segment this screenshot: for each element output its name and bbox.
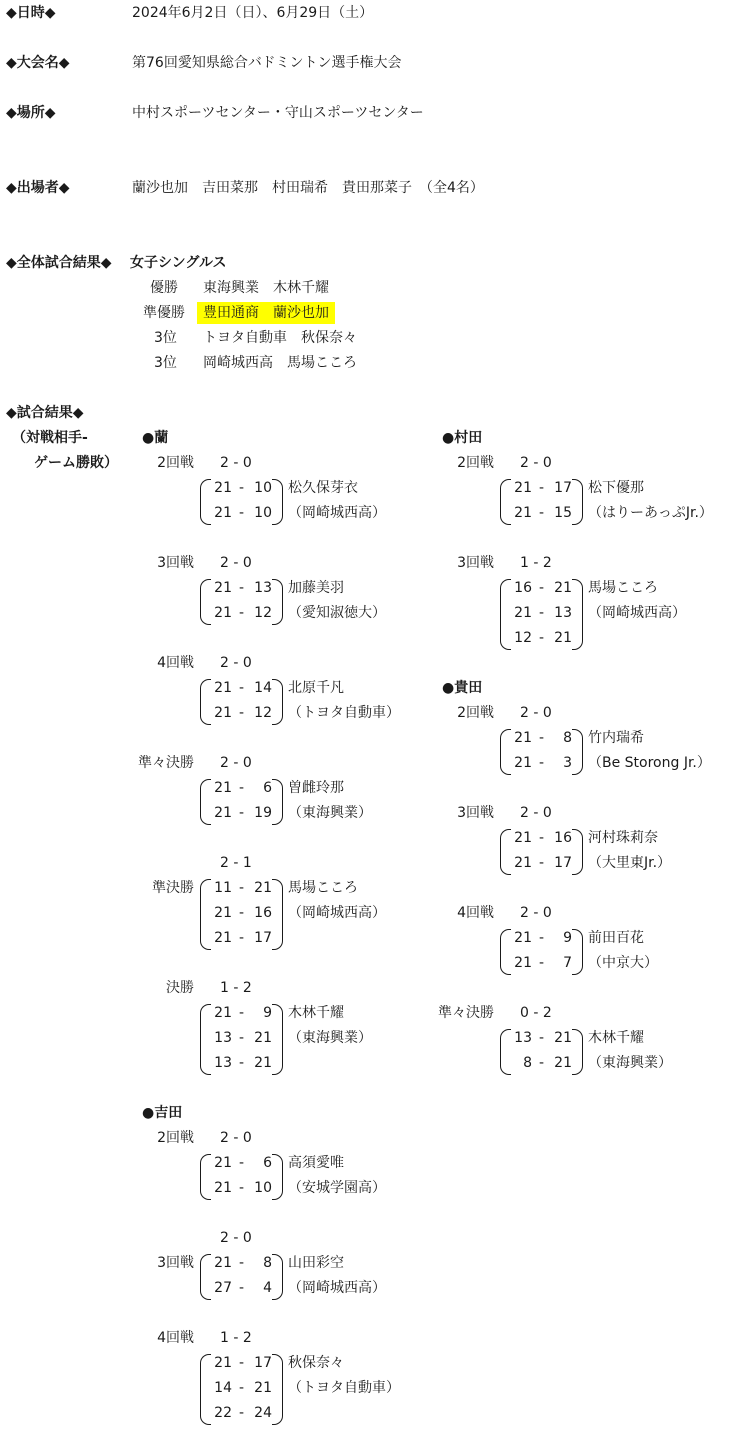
game-score: 9 bbox=[263, 1005, 272, 1021]
game-score: 8 bbox=[523, 1055, 532, 1071]
player-name: ●蘭 bbox=[142, 430, 169, 446]
score-dash: - bbox=[239, 880, 245, 896]
game-score: 21 bbox=[254, 1030, 272, 1046]
match-score: 0 - 2 bbox=[520, 1005, 552, 1021]
opponent-name: 木林千耀 bbox=[288, 1005, 344, 1021]
game-score: 7 bbox=[563, 955, 572, 971]
score-dash: - bbox=[239, 805, 245, 821]
right-bracket bbox=[272, 479, 283, 525]
right-bracket bbox=[272, 679, 283, 725]
score-dash: - bbox=[239, 1030, 245, 1046]
score-dash: - bbox=[539, 730, 545, 746]
round-label: 4回戦 bbox=[457, 905, 494, 921]
player-name: ●貴田 bbox=[442, 680, 483, 696]
overall-category: 女子シングルス bbox=[130, 255, 227, 271]
round-label: 3回戦 bbox=[157, 555, 194, 571]
game-score: 21 bbox=[214, 1255, 232, 1271]
opponent-team: （大里東Jr.） bbox=[588, 855, 672, 871]
match-score: 2 - 0 bbox=[520, 805, 552, 821]
score-dash: - bbox=[539, 1055, 545, 1071]
match-score: 2 - 0 bbox=[220, 755, 252, 771]
score-dash: - bbox=[539, 505, 545, 521]
score-dash: - bbox=[239, 905, 245, 921]
game-score: 8 bbox=[263, 1255, 272, 1271]
round-label: 2回戦 bbox=[457, 705, 494, 721]
game-score: 21 bbox=[214, 1005, 232, 1021]
opponent-name: 松下優那 bbox=[588, 480, 644, 496]
overall-rank: 優勝 bbox=[150, 280, 178, 296]
game-score: 21 bbox=[554, 630, 572, 646]
game-score: 24 bbox=[254, 1405, 272, 1421]
score-dash: - bbox=[239, 480, 245, 496]
game-score: 21 bbox=[514, 730, 532, 746]
right-bracket bbox=[272, 1004, 283, 1075]
game-score: 13 bbox=[214, 1055, 232, 1071]
game-score: 21 bbox=[254, 1380, 272, 1396]
opponent-name: 秋保奈々 bbox=[288, 1355, 344, 1371]
results-label: ◆試合結果◆ bbox=[6, 405, 84, 421]
overall-name: 岡崎城西高 馬場こころ bbox=[203, 355, 357, 371]
opponent-name: 馬場こころ bbox=[588, 580, 658, 596]
date-label: ◆日時◆ bbox=[6, 5, 56, 21]
game-score: 21 bbox=[554, 1055, 572, 1071]
score-dash: - bbox=[239, 1405, 245, 1421]
game-score: 21 bbox=[554, 580, 572, 596]
game-score: 16 bbox=[254, 905, 272, 921]
game-score: 22 bbox=[214, 1405, 232, 1421]
opponent-team: （安城学園高） bbox=[288, 1180, 386, 1196]
opponent-name: 曽雌玲那 bbox=[288, 780, 344, 796]
match-score: 1 - 2 bbox=[220, 1330, 252, 1346]
opponent-name: 河村珠莉奈 bbox=[588, 830, 658, 846]
game-score: 21 bbox=[214, 580, 232, 596]
right-bracket bbox=[272, 1154, 283, 1200]
opponent-name: 加藤美羽 bbox=[288, 580, 344, 596]
game-score: 17 bbox=[554, 855, 572, 871]
opponent-team: （トヨタ自動車） bbox=[288, 1380, 400, 1396]
game-score: 13 bbox=[214, 1030, 232, 1046]
match-score: 1 - 2 bbox=[220, 980, 252, 996]
match-score: 2 - 0 bbox=[220, 1230, 252, 1246]
round-label: 準々決勝 bbox=[138, 755, 194, 771]
score-dash: - bbox=[539, 955, 545, 971]
game-score: 21 bbox=[214, 905, 232, 921]
opponent-name: 竹内瑞希 bbox=[588, 730, 644, 746]
right-bracket bbox=[572, 729, 583, 775]
game-score: 10 bbox=[254, 480, 272, 496]
score-dash: - bbox=[239, 1180, 245, 1196]
game-score: 21 bbox=[514, 505, 532, 521]
game-score: 4 bbox=[263, 1280, 272, 1296]
event-value: 第76回愛知県総合バドミントン選手権大会 bbox=[132, 55, 402, 71]
event-label: ◆大会名◆ bbox=[6, 55, 70, 71]
game-score: 13 bbox=[514, 1030, 532, 1046]
overall-name-highlighted: 豊田通商 蘭沙也加 bbox=[197, 302, 335, 324]
score-dash: - bbox=[239, 1255, 245, 1271]
opponent-name: 北原千凡 bbox=[288, 680, 344, 696]
game-score: 21 bbox=[214, 605, 232, 621]
match-score: 2 - 0 bbox=[220, 455, 252, 471]
score-dash: - bbox=[239, 1155, 245, 1171]
right-bracket bbox=[572, 479, 583, 525]
venue-value: 中村スポーツセンター・守山スポーツセンター bbox=[132, 105, 424, 121]
score-dash: - bbox=[239, 505, 245, 521]
score-dash: - bbox=[539, 830, 545, 846]
match-score: 2 - 0 bbox=[520, 905, 552, 921]
results-note: ゲーム勝敗） bbox=[34, 455, 118, 471]
opponent-team: （はりーあっぷJr.） bbox=[588, 505, 713, 521]
opponent-team: （Be Storong Jr.） bbox=[588, 755, 711, 771]
game-score: 12 bbox=[254, 605, 272, 621]
round-label: 準決勝 bbox=[152, 880, 194, 896]
right-bracket bbox=[572, 1029, 583, 1075]
game-score: 17 bbox=[254, 1355, 272, 1371]
overall-label: ◆全体試合結果◆ bbox=[6, 255, 112, 271]
game-score: 16 bbox=[554, 830, 572, 846]
overall-rank: 3位 bbox=[154, 355, 177, 371]
game-score: 12 bbox=[514, 630, 532, 646]
game-score: 14 bbox=[214, 1380, 232, 1396]
opponent-team: （東海興業） bbox=[288, 1030, 372, 1046]
game-score: 17 bbox=[254, 930, 272, 946]
right-bracket bbox=[572, 579, 583, 650]
match-score: 2 - 0 bbox=[520, 455, 552, 471]
game-score: 14 bbox=[254, 680, 272, 696]
right-bracket bbox=[572, 829, 583, 875]
score-dash: - bbox=[539, 630, 545, 646]
round-label: 3回戦 bbox=[157, 1255, 194, 1271]
opponent-team: （岡崎城西高） bbox=[588, 605, 686, 621]
game-score: 21 bbox=[214, 1155, 232, 1171]
score-dash: - bbox=[239, 680, 245, 696]
right-bracket bbox=[272, 1254, 283, 1300]
round-label: 4回戦 bbox=[157, 655, 194, 671]
venue-label: ◆場所◆ bbox=[6, 105, 56, 121]
game-score: 10 bbox=[254, 1180, 272, 1196]
game-score: 21 bbox=[214, 480, 232, 496]
player-name: ●吉田 bbox=[142, 1105, 183, 1121]
game-score: 21 bbox=[514, 480, 532, 496]
game-score: 17 bbox=[554, 480, 572, 496]
score-dash: - bbox=[239, 1380, 245, 1396]
opponent-team: （愛知淑徳大） bbox=[288, 605, 386, 621]
right-bracket bbox=[272, 1354, 283, 1425]
round-label: 2回戦 bbox=[157, 455, 194, 471]
round-label: 2回戦 bbox=[157, 1130, 194, 1146]
match-score: 2 - 0 bbox=[520, 705, 552, 721]
opponent-team: （岡崎城西高） bbox=[288, 905, 386, 921]
score-dash: - bbox=[539, 605, 545, 621]
opponent-name: 木林千耀 bbox=[588, 1030, 644, 1046]
game-score: 21 bbox=[514, 855, 532, 871]
opponent-team: （東海興業） bbox=[288, 805, 372, 821]
game-score: 19 bbox=[254, 805, 272, 821]
players-label: ◆出場者◆ bbox=[6, 180, 70, 196]
game-score: 21 bbox=[254, 880, 272, 896]
match-score: 2 - 0 bbox=[220, 655, 252, 671]
game-score: 10 bbox=[254, 505, 272, 521]
overall-name: 東海興業 木林千耀 bbox=[203, 280, 329, 296]
score-dash: - bbox=[239, 1280, 245, 1296]
game-score: 21 bbox=[214, 680, 232, 696]
round-label: 決勝 bbox=[166, 980, 194, 996]
score-dash: - bbox=[239, 605, 245, 621]
game-score: 21 bbox=[214, 1180, 232, 1196]
game-score: 8 bbox=[563, 730, 572, 746]
score-dash: - bbox=[539, 930, 545, 946]
round-label: 2回戦 bbox=[457, 455, 494, 471]
opponent-name: 前田百花 bbox=[588, 930, 644, 946]
overall-rank: 準優勝 bbox=[143, 305, 185, 321]
score-dash: - bbox=[539, 855, 545, 871]
game-score: 13 bbox=[254, 580, 272, 596]
player-name: ●村田 bbox=[442, 430, 483, 446]
game-score: 21 bbox=[214, 780, 232, 796]
game-score: 21 bbox=[514, 755, 532, 771]
game-score: 21 bbox=[214, 1355, 232, 1371]
score-dash: - bbox=[239, 1355, 245, 1371]
match-score: 2 - 0 bbox=[220, 555, 252, 571]
right-bracket bbox=[272, 579, 283, 625]
game-score: 13 bbox=[554, 605, 572, 621]
score-dash: - bbox=[539, 1030, 545, 1046]
match-score: 2 - 1 bbox=[220, 855, 252, 871]
game-score: 6 bbox=[263, 1155, 272, 1171]
right-bracket bbox=[572, 929, 583, 975]
opponent-team: （岡崎城西高） bbox=[288, 505, 386, 521]
opponent-team: （中京大） bbox=[588, 955, 658, 971]
round-label: 4回戦 bbox=[157, 1330, 194, 1346]
overall-rank: 3位 bbox=[154, 330, 177, 346]
opponent-team: （トヨタ自動車） bbox=[288, 705, 400, 721]
date-value: 2024年6月2日（日）、6月29日（土） bbox=[132, 5, 374, 21]
game-score: 21 bbox=[214, 805, 232, 821]
score-dash: - bbox=[239, 780, 245, 796]
opponent-name: 松久保芽衣 bbox=[288, 480, 358, 496]
game-score: 3 bbox=[563, 755, 572, 771]
score-dash: - bbox=[239, 580, 245, 596]
game-score: 21 bbox=[514, 955, 532, 971]
game-score: 21 bbox=[514, 605, 532, 621]
game-score: 21 bbox=[554, 1030, 572, 1046]
round-label: 準々決勝 bbox=[438, 1005, 494, 1021]
results-note: （対戦相手- bbox=[12, 430, 88, 446]
round-label: 3回戦 bbox=[457, 555, 494, 571]
opponent-team: （岡崎城西高） bbox=[288, 1280, 386, 1296]
game-score: 21 bbox=[514, 830, 532, 846]
opponent-team: （東海興業） bbox=[588, 1055, 672, 1071]
right-bracket bbox=[272, 879, 283, 950]
score-dash: - bbox=[539, 480, 545, 496]
game-score: 6 bbox=[263, 780, 272, 796]
game-score: 21 bbox=[514, 930, 532, 946]
round-label: 3回戦 bbox=[457, 805, 494, 821]
score-dash: - bbox=[539, 755, 545, 771]
overall-name: トヨタ自動車 秋保奈々 bbox=[203, 330, 357, 346]
game-score: 27 bbox=[214, 1280, 232, 1296]
game-score: 21 bbox=[214, 930, 232, 946]
score-dash: - bbox=[539, 580, 545, 596]
game-score: 21 bbox=[214, 505, 232, 521]
score-dash: - bbox=[239, 1005, 245, 1021]
game-score: 21 bbox=[214, 705, 232, 721]
game-score: 21 bbox=[254, 1055, 272, 1071]
score-dash: - bbox=[239, 1055, 245, 1071]
game-score: 15 bbox=[554, 505, 572, 521]
match-score: 2 - 0 bbox=[220, 1130, 252, 1146]
match-score: 1 - 2 bbox=[520, 555, 552, 571]
game-score: 11 bbox=[214, 880, 232, 896]
opponent-name: 高須愛唯 bbox=[288, 1155, 344, 1171]
game-score: 16 bbox=[514, 580, 532, 596]
opponent-name: 山田彩空 bbox=[288, 1255, 344, 1271]
players-value: 蘭沙也加 吉田菜那 村田瑞希 貴田那菜子 （全4名） bbox=[132, 180, 484, 196]
game-score: 9 bbox=[563, 930, 572, 946]
opponent-name: 馬場こころ bbox=[288, 880, 358, 896]
score-dash: - bbox=[239, 705, 245, 721]
game-score: 12 bbox=[254, 705, 272, 721]
score-dash: - bbox=[239, 930, 245, 946]
right-bracket bbox=[272, 779, 283, 825]
